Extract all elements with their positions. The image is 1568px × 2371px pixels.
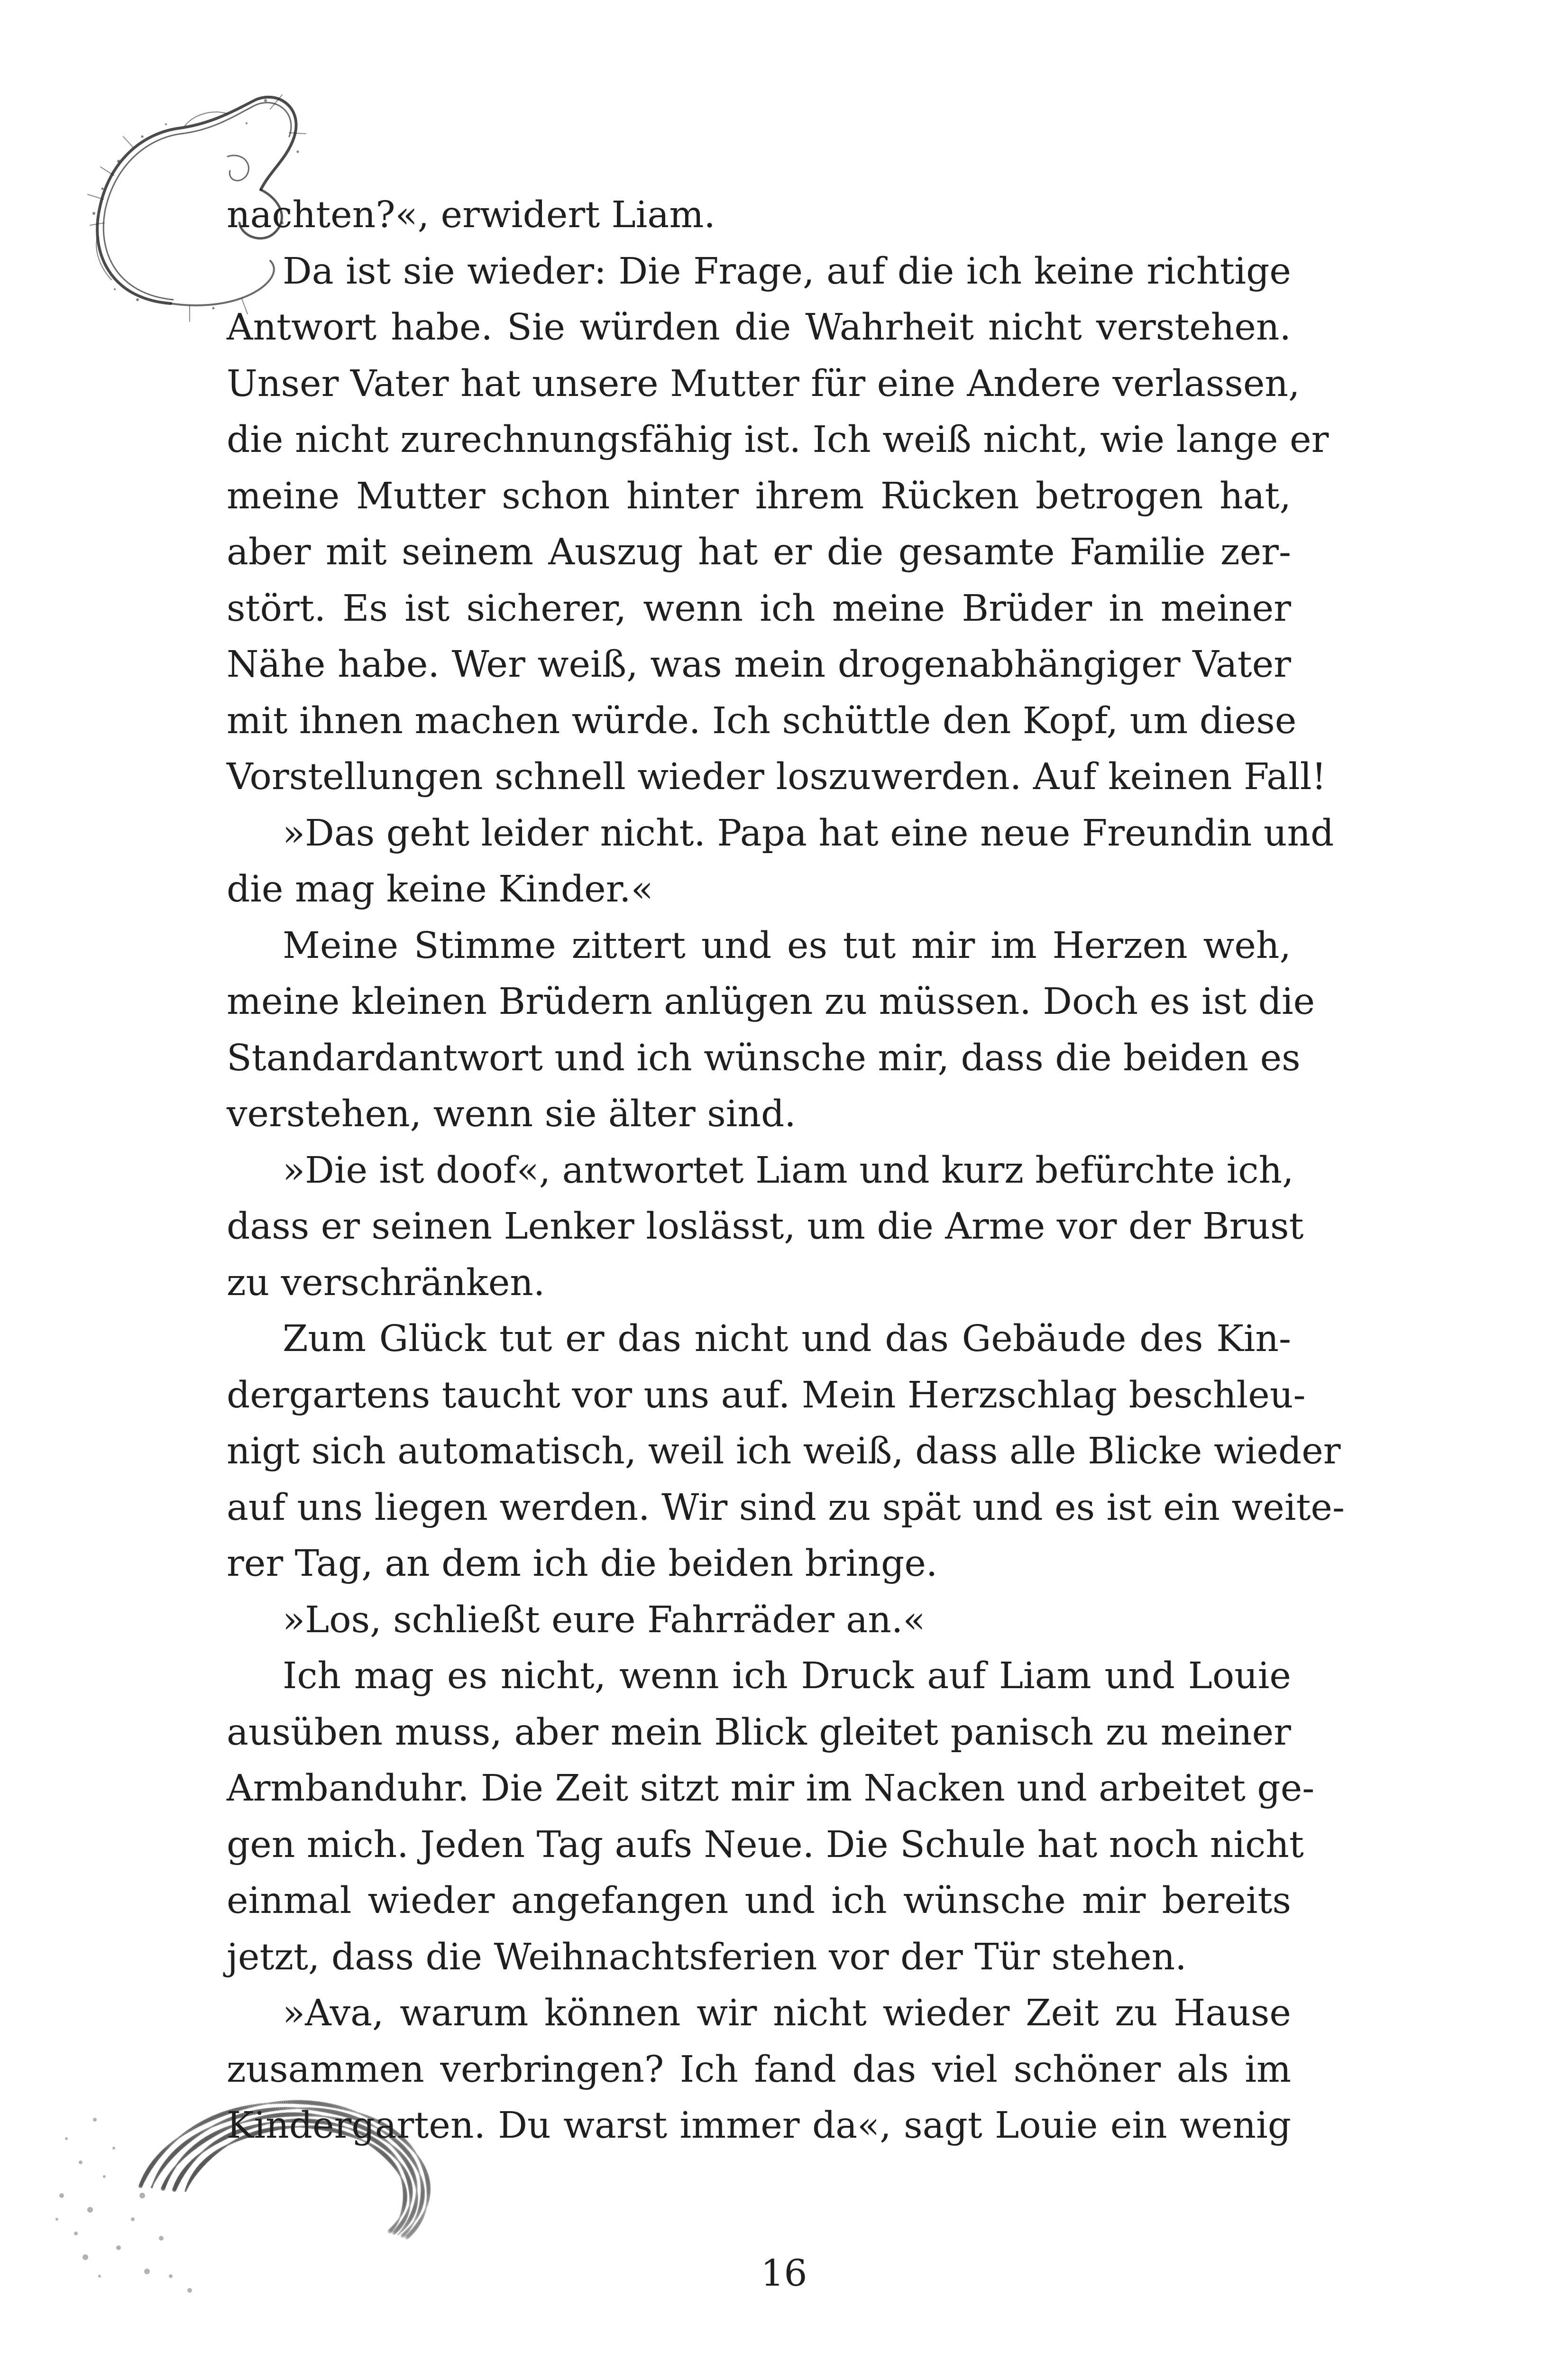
text-line: gen mich. Jeden Tag aufs Neue. Die Schule hat noch nicht xyxy=(227,1823,1304,1866)
text-line: einmal wieder angefangen und ich wünsche mir bereits xyxy=(227,1880,1291,1922)
text-line: nigt sich automatisch, weil ich weiß, dass alle Blicke wieder xyxy=(227,1430,1341,1472)
text-line: die nicht zurechnungsfähig ist. Ich weiß nicht, wie lange er xyxy=(227,419,1329,461)
text-line: meine Mutter schon hinter ihrem Rücken betrogen hat, xyxy=(227,475,1291,517)
text-line: Kindergarten. Du warst immer da«, sagt Louie ein wenig xyxy=(227,2104,1291,2147)
body-text xyxy=(227,187,1345,2154)
text-line: zu verschränken. xyxy=(227,1261,545,1304)
text-line: Da ist sie wieder: Die Frage, auf die ich keine richtige xyxy=(283,250,1291,293)
text-line: Armbanduhr. Die Zeit sitzt mir im Nacken und arbeitet ge- xyxy=(227,1767,1315,1810)
text-line: jetzt, dass die Weihnachtsferien vor der Tür stehen. xyxy=(227,1936,1187,1978)
text-line: nachten?«, erwidert Liam. xyxy=(227,194,715,236)
text-line: »Die ist doof«, antwortet Liam und kurz befürchte ich, xyxy=(283,1149,1294,1192)
text-line: Vorstellungen schnell wieder loszuwerden. Auf keinen Fall! xyxy=(227,756,1327,798)
text-line: verstehen, wenn sie älter sind. xyxy=(227,1093,796,1135)
text-line: mit ihnen machen würde. Ich schüttle den Kopf, um diese xyxy=(227,699,1297,742)
text-line: stört. Es ist sicherer, wenn ich meine Brüder in meiner xyxy=(227,587,1291,630)
text-line: Zum Glück tut er das nicht und das Gebäude des Kin- xyxy=(283,1318,1291,1360)
text-line: rer Tag, an dem ich die beiden bringe. xyxy=(227,1543,938,1585)
text-line: auf uns liegen werden. Wir sind zu spät und es ist ein weite- xyxy=(227,1486,1345,1529)
text-line: dergartens taucht vor uns auf. Mein Herzschlag beschleu- xyxy=(227,1374,1306,1416)
text-line: Unser Vater hat unsere Mutter für eine Andere verlassen, xyxy=(227,362,1300,405)
text-line: »Los, schließt eure Fahrräder an.« xyxy=(283,1599,926,1641)
text-line: Nähe habe. Wer weiß, was mein drogenabhängiger Vater xyxy=(227,643,1291,686)
text-line: meine kleinen Brüdern anlügen zu müssen. Doch es ist die xyxy=(227,981,1315,1023)
text-line: ausüben muss, aber mein Blick gleitet panisch zu meiner xyxy=(227,1711,1291,1754)
text-line: zusammen verbringen? Ich fand das viel schöner als im xyxy=(227,2048,1291,2091)
text-line: Standardantwort und ich wünsche mir, dass die beiden es xyxy=(227,1037,1301,1079)
text-line: Antwort habe. Sie würden die Wahrheit nicht verstehen. xyxy=(227,306,1291,349)
text-line: dass er seinen Lenker loslässt, um die Arme vor der Brust xyxy=(227,1205,1304,1248)
page-number: 16 xyxy=(761,2252,807,2295)
text-line: aber mit seinem Auszug hat er die gesamte Familie zer- xyxy=(227,531,1291,573)
text-line: Meine Stimme zittert und es tut mir im Herzen weh, xyxy=(283,924,1291,967)
text-line: Ich mag es nicht, wenn ich Druck auf Liam und Louie xyxy=(283,1655,1291,1697)
text-line: »Ava, warum können wir nicht wieder Zeit zu Hause xyxy=(283,1992,1291,2034)
text-line: die mag keine Kinder.« xyxy=(227,868,653,910)
text-line: »Das geht leider nicht. Papa hat eine neue Freundin und xyxy=(283,812,1334,855)
